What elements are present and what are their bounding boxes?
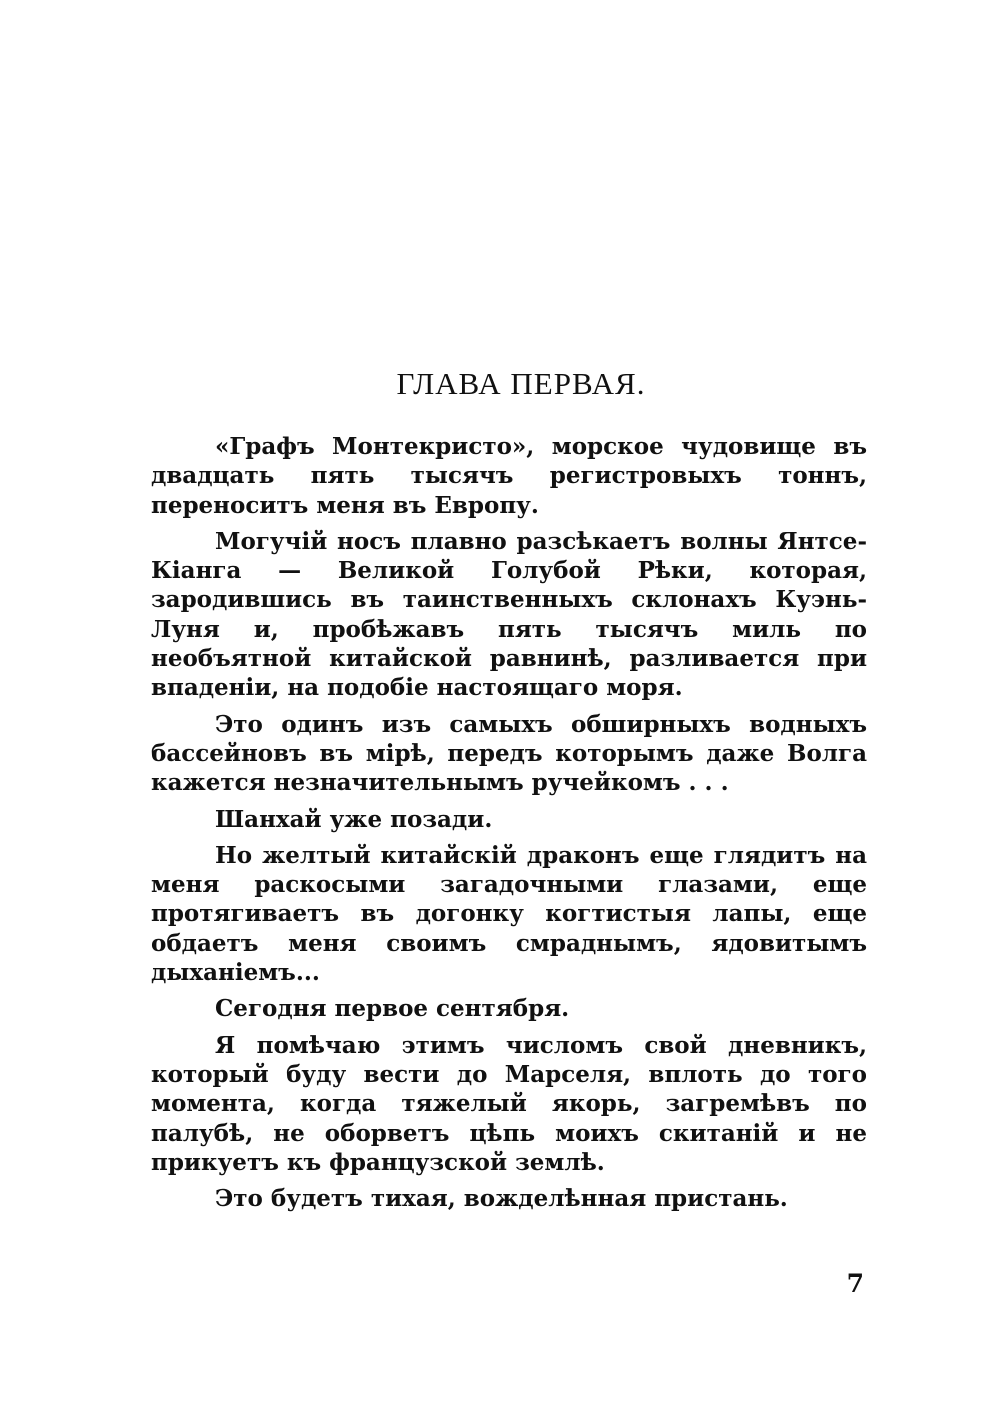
paragraph: Шанхай уже позади. [215, 805, 493, 833]
chapter-title: ГЛАВА ПЕРВАЯ. [396, 366, 646, 401]
paragraph: Я помѣчаю этимъ числомъ свой дневникъ, который буду вести до Марселя, вплоть до того момента, когда тяжелый якорь, загремѣвъ по палубѣ, не оборветъ цѣпь моихъ скитаній и не прикуетъ къ французской землѣ. [151, 1031, 867, 1176]
paragraph: Сегодня первое сентября. [215, 995, 570, 1023]
page-number: 7 [846, 1269, 864, 1298]
paragraph: «Графъ Монтекристо», морское чудовище въ двадцать пять тысячъ регистровыхъ тоннъ, переноситъ меня въ Европу. [151, 433, 867, 519]
paragraph: Но желтый китайскій драконъ еще глядитъ на меня раскосыми загадочными глазами, еще протягиваетъ въ догонку когтистыя лапы, еще обдаетъ меня своимъ смраднымъ, ядовитымъ дыханіемъ... [151, 841, 867, 987]
paragraph: Это будетъ тихая, вожделѣнная пристань. [215, 1185, 788, 1213]
paragraph: Это одинъ изъ самыхъ обширныхъ водныхъ бассейновъ въ мірѣ, передъ которымъ даже Волга кажется незначительнымъ ручейкомъ . . . [151, 710, 867, 797]
chapter-body [151, 432, 867, 1213]
paragraph: Могучій носъ плавно разсѣкаетъ волны Янтсе-Кіанга — Великой Голубой Рѣки, которая, зародившись въ таинственныхъ склонахъ Куэнь-Луня и, пробѣжавъ пять тысячъ миль по необъятной китайской равнинѣ, разливается при впаденіи, на подобіе настоящаго моря. [151, 527, 867, 702]
